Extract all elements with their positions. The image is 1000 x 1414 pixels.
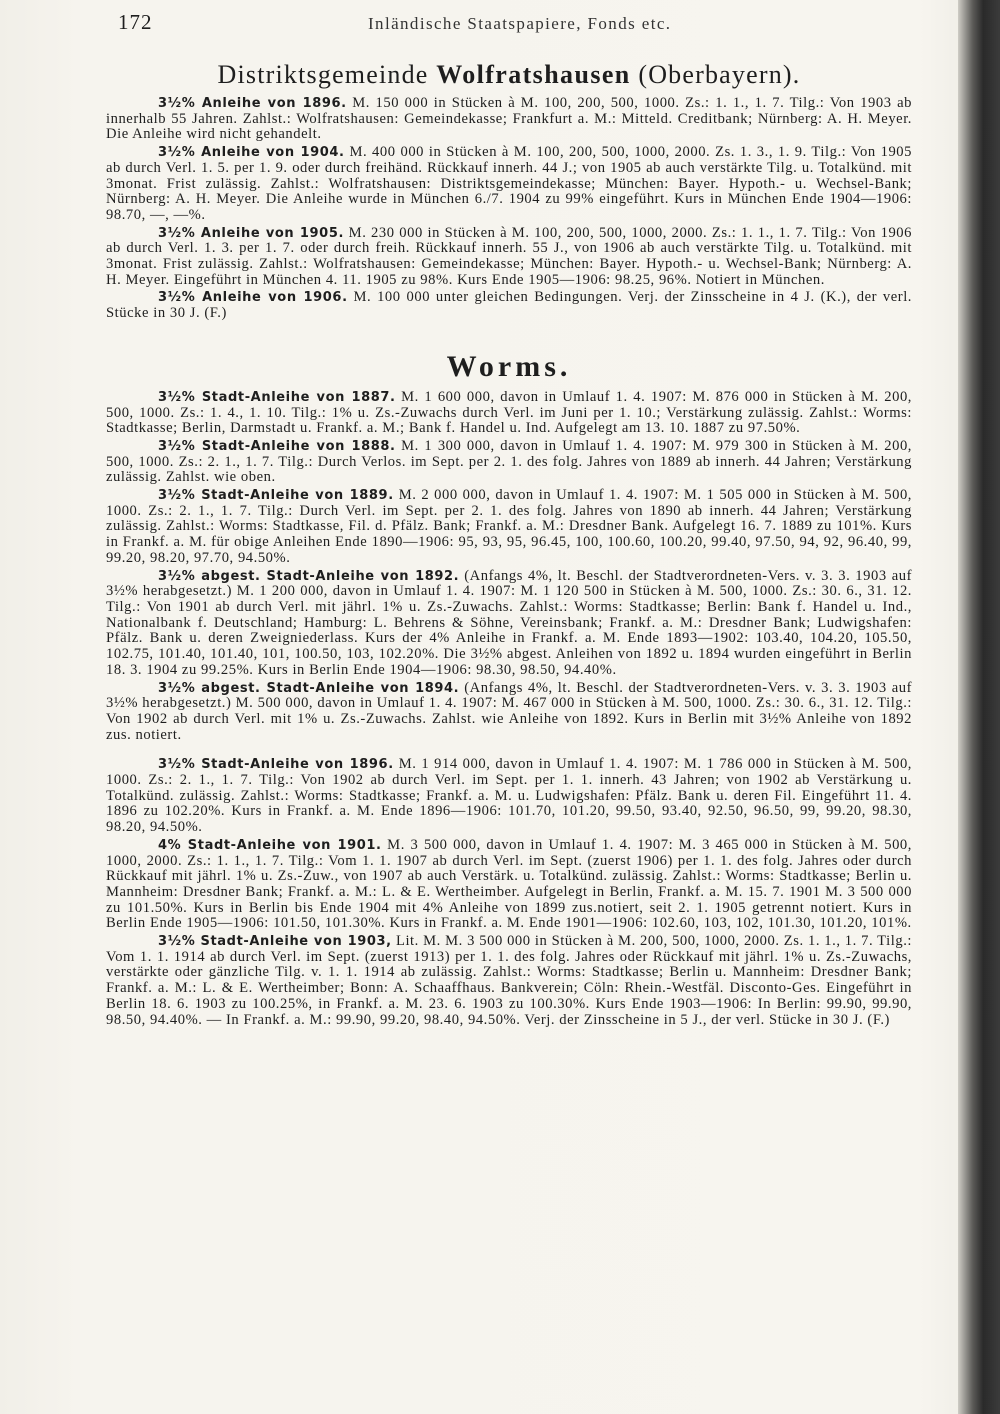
loan-text: M. 100 000 unter gleichen Bedingungen. Verj. der Zinsscheine in 4 J. (K.), der verl. Stücke in 30 J. (F.)	[106, 289, 912, 322]
loan-entry	[106, 390, 912, 437]
loan-entry	[106, 757, 912, 836]
loan-text: (Anfangs 4%, lt. Beschl. der Stadtverordneten-Vers. v. 3. 3. 1903 auf 3½% herabgesetzt.) M. 1 200 000, davon in Umlauf 1. 4. 1907: M. 1 120 500 in Stücken à M. 500, 1000. Zs.: 30. 6., 31. 12. Tilg.: Von 1901 ab durch Verl. mit jährl. 1% u. Zs.-Zuwachs. Zahlst.: Worms: Stadtkasse; Berlin: Bank f. Handel u. Ind., Nationalbank f. Deutschland; Hamburg: L. Behrens & Söhne, Vereinsbank; Frankf. a. M.: Dresdner Bank; Ludwigshafen: Pfälz. Bank u. deren Zweigniederlass. Kurs der 4% Anleihe in Frankf. a. M. Ende 1893—1902: 103.40, 104.20, 105.50, 102.75, 101.40, 101.40, 101, 100.50, 103, 102.20%. Die 3½% abgest. Anleihen von 1892 u. 1894 wurden eingeführt in Berlin 18. 3. 1904 zu 99.25%. Kurs in Berlin Ende 1904—1906: 98.30, 98.50, 94.40%.	[106, 567, 912, 678]
page-content	[106, 60, 912, 1030]
loan-text: M. 3 500 000, davon in Umlauf 1. 4. 1907: M. 3 465 000 in Stücken à M. 500, 1000, 2000. Zs.: 1. 1., 1. 7. Tilg.: Vom 1. 1. 1907 ab durch Verl. im Sept. (zuerst 1906) per 1. 1. des folg. Jahres oder durch Rückkauf mit jährl. 1% u. Zs.-Zuw., von 1907 ab auch Verstärk. u. Totalkünd. zulässig. Zahlst.: Worms: Stadtkasse; Berlin u. Mannheim: Dresdner Bank; Frankf. a. M.: L. & E. Wertheimber. Aufgelegt in Berlin, Frankf. a. M. 15. 7. 1901 M. 3 500 000 zu 101.50%. Kurs in Berlin bis Ende 1904 mit 4% Anleihe von 1899 zus.notiert, seit 2. 1. 1905 getrennt notiert. Kurs in Berlin Ende 1905—1906: 101.50, 101.30%. Kurs in Frankf. a. M. Ende 1901—1906: 102.60, 103, 102, 101.30, 101.20, 101%.	[106, 836, 912, 932]
loan-title: 3½% Anleihe von 1905.	[158, 225, 344, 241]
loan-title: 3½% abgest. Stadt-Anleihe von 1894.	[158, 680, 460, 696]
loan-title: 3½% Anleihe von 1904.	[158, 145, 345, 161]
loan-text: M. 1 300 000, davon in Umlauf 1. 4. 1907: M. 979 300 in Stücken à M. 200, 500, 1000. Zs.: 2. 1., 1. 7. Tilg.: Durch Verlos. im Sept. per 2. 1. des folg. Jahres von 1889 ab innerh. 44 Jahren; Verstärkung zulässig. Zahlst. wie oben.	[106, 437, 912, 486]
loan-text: M. 2 000 000, davon in Umlauf 1. 4. 1907: M. 1 505 000 in Stücken à M. 500, 1000. Zs.: 2. 1., 1. 7. Tilg.: Durch Verl. im Sept. per 2. 1. des folg. Jahres von 1890 ab innerh. 44 Jahren; Verstärkung zulässig. Zahlst.: Worms: Stadtkasse, Fil. d. Pfälz. Bank; Frankf. a. M.: Dresdner Bank. Aufgelegt 16. 7. 1889 zu 101%. Kurs in Frankf. a. M. für obige Anleihen Ende 1890—1906: 95, 93, 95, 96.45, 100, 100.60, 100.20, 99.40, 97.50, 94, 92, 96.40, 99, 99.20, 98.20, 97.70, 94.50%.	[106, 487, 912, 566]
section-title-worms: Worms.	[446, 349, 572, 383]
page-header	[118, 10, 938, 40]
loan-title: 3½% Stadt-Anleihe von 1887.	[158, 389, 396, 405]
loan-entry	[106, 838, 912, 932]
loan-entry	[106, 488, 912, 567]
loan-text: M. 150 000 in Stücken à M. 100, 200, 500, 1000. Zs.: 1. 1., 1. 7. Tilg.: Von 1903 ab innerhalb 55 Jahren. Zahlst.: Wolfratshausen: Gemeindekasse; Frankfurt a. M.: Mitteld. Creditbank; Nürnberg: A. H. Meyer. Die Anleihe wird nicht gehandelt.	[106, 95, 912, 143]
loan-title: 3½% Stadt-Anleihe von 1903,	[158, 934, 392, 950]
loan-text: M. 1 914 000, davon in Umlauf 1. 4. 1907: M. 1 786 000 in Stücken à M. 500, 1000. Zs.: 2. 1., 1. 7. Tilg.: Von 1902 ab durch Verl. im Sept. per 1. 1. innerh. 43 Jahren; von 1902 ab Verstärkung u. Totalkünd. zulässig. Zahlst.: Worms: Stadtkasse; Frankf. a. M. u. Ludwigshafen: Pfälz. Bank u. deren Fil. Eingeführt 11. 4. 1896 zu 102.20%. Kurs in Frankf. a. M. Ende 1896—1906: 101.70, 101.20, 99.50, 93.40, 92.50, 96.50, 99, 99.20, 98.30, 98.20, 94.50%.	[106, 756, 912, 836]
section-title-wolfratshausen: Distriktsgemeinde Wolfratshausen (Oberbayern).	[217, 60, 801, 89]
loan-entry	[106, 569, 912, 679]
loan-text: M. 230 000 in Stücken à M. 100, 200, 500, 1000, 2000. Zs.: 1. 1., 1. 7. Tilg.: Von 1906 ab durch Verl. 1. 3. per 1. 7. oder durch freih. Rückkauf innerh. 55 J., von 1906 ab auch verstärkte Tilg. u. Totalkünd. mit 3monat. Frist zulässig. Zahlst.: Wolfratshausen: Gemeindekasse; München: Bayer. Hypoth.- u. Wechsel-Bank; Nürnberg: A. H. Meyer. Eingeführt in München 4. 11. 1905 zu 98%. Kurs Ende 1905—1906: 98.25, 96%. Notiert in München.	[106, 224, 912, 288]
running-head: Inländische Staatspapiere, Fonds etc.	[368, 14, 672, 33]
loan-entry	[106, 290, 912, 321]
loan-text: Lit. M. M. 3 500 000 in Stücken à M. 200, 500, 1000, 2000. Zs. 1. 1., 1. 7. Tilg.: Vom 1. 1. 1914 ab durch Verl. im Sept. (zuerst 1913) per 1. 1. des folg. Jahres oder Rückkauf mit jährl. 1% u. Zs.-Zuwachs, verstärkte oder gänzliche Tilg. v. 1. 1. 1914 ab zulässig. Zahlst.: Worms: Stadtkasse; Berlin u. Mannheim: Dresdner Bank; Frankf. a. M.: L. & E. Wertheimber; Bonn: A. Schaaffhaus. Bankverein; Cöln: Rhein.-Westfäl. Disconto-Ges. Eingeführt in Berlin 18. 6. 1903 zu 100.25%, in Frankf. a. M. 23. 6. 1903 zu 100.30%. Kurs Ende 1903—1906: In Berlin: 99.90, 99.90, 98.50, 94.40%. — In Frankf. a. M.: 99.90, 99.20, 98.40, 94.50%. Verj. der Zinsscheine in 5 J., der verl. Stücke in 30 J. (F.)	[106, 933, 912, 1028]
loan-text: (Anfangs 4%, lt. Beschl. der Stadtverordneten-Vers. v. 3. 3. 1903 auf 3½% herabgesetzt.) M. 500 000, davon in Umlauf 1. 4. 1907: M. 467 000 in Stücken à M. 500, 1000. Zs.: 30. 6., 31. 12. Tilg.: Von 1902 ab durch Verl. mit 1% u. Zs.-Zuwachs. Zahlst. wie Anleihe von 1892. Kurs in Berlin mit 3½% Anleihe von 1892 zus. notiert.	[106, 679, 912, 743]
page-number: 172	[118, 10, 153, 34]
loan-entry	[106, 681, 912, 744]
loan-title: 3½% abgest. Stadt-Anleihe von 1892.	[158, 568, 460, 584]
loan-entry	[106, 439, 912, 486]
page-edge-shadow	[958, 0, 1000, 1414]
loan-title: 3½% Stadt-Anleihe von 1896.	[158, 757, 394, 773]
loan-title: 3½% Stadt-Anleihe von 1888.	[158, 438, 396, 454]
loan-entry	[106, 934, 912, 1028]
loan-entry	[106, 145, 912, 224]
loan-title: 3½% Stadt-Anleihe von 1889.	[158, 488, 394, 504]
loan-text: M. 1 600 000, davon in Umlauf 1. 4. 1907: M. 876 000 in Stücken à M. 200, 500, 1000. Zs.: 1. 4., 1. 10. Tilg.: 1% u. Zs.-Zuwachs durch Verl. im Juni per 1. 10.; Verstärkung zulässig. Zahlst.: Worms: Stadtkasse; Berlin, Darmstadt u. Frankf. a. M.; Bank f. Handel u. Ind. Aufgelegt am 13. 10. 1887 zu 97.50%.	[106, 388, 912, 437]
loan-title: 3½% Anleihe von 1906.	[158, 290, 348, 306]
loan-entry	[106, 226, 912, 289]
loan-title: 3½% Anleihe von 1896.	[158, 96, 347, 111]
loan-text: M. 400 000 in Stücken à M. 100, 200, 500, 1000, 2000. Zs. 1. 3., 1. 9. Tilg.: Von 1905 ab durch Verl. 1. 5. per 1. 9. oder durch freihänd. Rückkauf innerh. 44 J.; von 1905 ab auch verstärkte Tilg. u. Totalkünd. mit 3monat. Frist zulässig. Zahlst.: Wolfratshausen: Distriktsgemeindekasse; München: Bayer. Hypoth.- u. Wechsel-Bank; Nürnberg: A. H. Meyer. Die Anleihe wurde in München 6./7. 1904 zu 99% eingeführt. Kurs in München Ende 1904—1906: 98.70, —, —%.	[106, 144, 913, 223]
loan-entry	[106, 96, 912, 143]
loan-title: 4% Stadt-Anleihe von 1901.	[158, 837, 382, 853]
